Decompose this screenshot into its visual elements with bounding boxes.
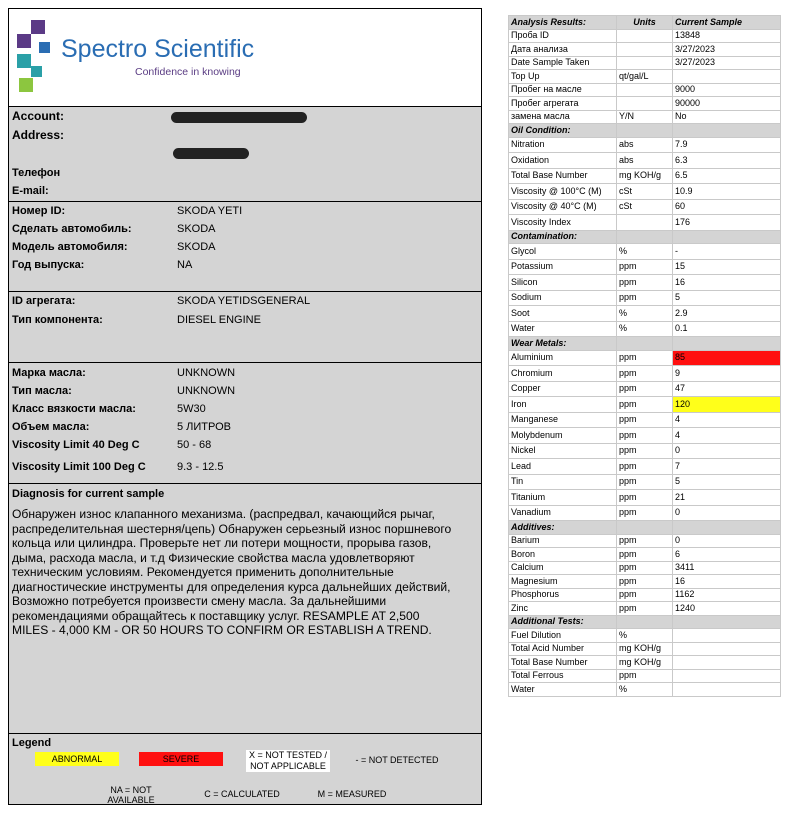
result-name: Copper [509,381,617,397]
result-value: 47 [673,381,781,397]
result-name: Total Base Number [509,656,617,670]
oil-type-value: UNKNOWN [177,385,236,397]
sample-report-panel [8,8,482,805]
result-value: 9000 [673,83,781,97]
result-row [509,490,781,506]
result-row [509,669,781,683]
section-header-sample: Current Sample [673,16,781,30]
result-value: 4 [673,428,781,444]
oil-volume-label: Объем масла: [12,421,90,433]
results-table [508,15,781,697]
result-value: 7 [673,459,781,475]
legend-calculated: C = CALCULATED [204,789,280,799]
result-name: Water [509,683,617,697]
result-units: ppm [617,381,673,397]
result-units: % [617,244,673,260]
result-name: Barium [509,534,617,548]
legend-not-tested: X = NOT TESTED / NOT APPLICABLE [246,750,330,772]
result-name: Viscosity @ 100°C (M) [509,184,617,200]
result-name: Total Base Number [509,168,617,184]
section-header-units [617,615,673,629]
vehicle-id-label: Номер ID: [12,205,66,217]
visc-limit-100-value: 9.3 - 12.5 [177,461,224,473]
diagnosis-title: Diagnosis for current sample [12,488,165,500]
analysis-results [508,15,780,697]
oil-brand-label: Марка масла: [12,367,86,379]
vehicle-year-label: Год выпуска: [12,259,85,271]
result-name: Viscosity Index [509,215,617,231]
result-name: Пробег агрегата [509,97,617,111]
vehicle-id-value: SKODA YETI [177,205,243,217]
result-row [509,43,781,57]
result-units [617,29,673,43]
section-header [509,337,781,351]
result-row [509,428,781,444]
result-row [509,306,781,322]
result-units: % [617,629,673,643]
result-row [509,412,781,428]
result-units: % [617,321,673,337]
result-units: cSt [617,184,673,200]
result-units: qt/gal/L [617,70,673,84]
result-units: ppm [617,459,673,475]
result-row [509,168,781,184]
result-value: 16 [673,575,781,589]
result-name: Проба ID [509,29,617,43]
result-row [509,588,781,602]
result-value: 6 [673,548,781,562]
legend-not-detected: - = NOT DETECTED [355,755,439,765]
oil-grade-value: 5W30 [177,403,206,415]
result-name: Tin [509,474,617,490]
result-units: Y/N [617,110,673,124]
result-name: Iron [509,397,617,413]
result-value: 0.1 [673,321,781,337]
result-value: 9 [673,366,781,382]
result-name: Silicon [509,275,617,291]
result-row [509,443,781,459]
result-value: 85 [673,350,781,366]
result-name: Oxidation [509,153,617,169]
component-type-value: DIESEL ENGINE [177,314,261,326]
section-header [509,521,781,535]
result-row [509,321,781,337]
component-type-label: Тип компонента: [12,314,103,326]
result-row [509,110,781,124]
result-row [509,629,781,643]
component-id-value: SKODA YETIDSGENERAL [177,295,311,307]
result-row [509,56,781,70]
result-units: ppm [617,259,673,275]
section-header-sample [673,124,781,138]
result-units: % [617,306,673,322]
result-units: abs [617,137,673,153]
result-row [509,548,781,562]
result-value: 5 [673,474,781,490]
legend-measured: M = MEASURED [317,789,387,799]
result-units: cSt [617,199,673,215]
result-value: 3411 [673,561,781,575]
oil-volume-value: 5 ЛИТРОВ [177,421,232,433]
result-units: ppm [617,548,673,562]
section-header-units [617,124,673,138]
visc-limit-40-value: 50 - 68 [177,439,212,451]
result-name: Nickel [509,443,617,459]
result-units [617,215,673,231]
result-units [617,56,673,70]
legend-section [9,734,481,804]
result-units: mg KOH/g [617,168,673,184]
result-value: 0 [673,505,781,521]
result-row [509,656,781,670]
result-value: 6.5 [673,168,781,184]
result-value: 1162 [673,588,781,602]
vehicle-year-value: NA [177,259,193,271]
result-value: 16 [673,275,781,291]
section-header-title: Additives: [509,521,617,535]
result-row [509,505,781,521]
section-header-title: Oil Condition: [509,124,617,138]
result-row [509,184,781,200]
result-name: Sodium [509,290,617,306]
oil-grade-label: Класс вязкости масла: [12,403,136,415]
component-id-label: ID агрегата: [12,295,76,307]
result-name: Дата анализа [509,43,617,57]
result-row [509,350,781,366]
vehicle-model-value: SKODA [177,241,216,253]
phone-label: Телефон [12,167,61,179]
result-row [509,534,781,548]
result-row [509,561,781,575]
result-row [509,29,781,43]
result-units [617,43,673,57]
result-value [673,629,781,643]
result-value: 7.9 [673,137,781,153]
result-name: Lead [509,459,617,475]
result-units: ppm [617,428,673,444]
result-name: Vanadium [509,505,617,521]
result-row [509,275,781,291]
result-row [509,215,781,231]
result-units: ppm [617,602,673,616]
redacted-address [173,148,249,159]
section-header-units [617,521,673,535]
section-header-title: Additional Tests: [509,615,617,629]
section-header-units [617,337,673,351]
result-units: ppm [617,505,673,521]
section-header [509,124,781,138]
visc-limit-100-label: Viscosity Limit 100 Deg C [12,461,146,473]
result-name: Chromium [509,366,617,382]
result-row [509,83,781,97]
result-value [673,683,781,697]
result-value: 4 [673,412,781,428]
result-name: Aluminium [509,350,617,366]
result-row [509,397,781,413]
result-name: Titanium [509,490,617,506]
result-value: 0 [673,443,781,459]
result-units: ppm [617,561,673,575]
result-row [509,290,781,306]
result-name: Top Up [509,70,617,84]
section-header-sample [673,230,781,244]
result-value: 120 [673,397,781,413]
result-row [509,575,781,589]
spectro-logo-icon [17,20,53,94]
section-header [509,230,781,244]
result-units: ppm [617,397,673,413]
result-units: ppm [617,588,673,602]
result-name: Magnesium [509,575,617,589]
result-units: ppm [617,669,673,683]
result-value: 21 [673,490,781,506]
result-value: 60 [673,199,781,215]
result-row [509,381,781,397]
result-row [509,70,781,84]
result-units: ppm [617,575,673,589]
result-name: Nitration [509,137,617,153]
result-row [509,366,781,382]
results-header [509,16,781,30]
result-value: 2.9 [673,306,781,322]
result-units: ppm [617,350,673,366]
result-row [509,459,781,475]
result-units: ppm [617,534,673,548]
result-name: Manganese [509,412,617,428]
visc-limit-40-label: Viscosity Limit 40 Deg C [12,439,140,451]
result-value: 176 [673,215,781,231]
section-header-sample [673,337,781,351]
result-value: - [673,244,781,260]
result-name: Total Ferrous [509,669,617,683]
result-units [617,83,673,97]
result-units: mg KOH/g [617,656,673,670]
result-name: замена масла [509,110,617,124]
customer-section [9,106,481,202]
oil-brand-value: UNKNOWN [177,367,236,379]
redacted-account [171,112,307,123]
result-name: Glycol [509,244,617,260]
legend-abnormal: ABNORMAL [35,752,119,766]
result-units: ppm [617,474,673,490]
result-units: ppm [617,366,673,382]
result-name: Date Sample Taken [509,56,617,70]
result-value: 3/27/2023 [673,56,781,70]
result-name: Boron [509,548,617,562]
email-label: E-mail: [12,185,49,197]
diagnosis-text: Обнаружен износ клапанного механизма. (распредвал, качающийся рычаг, распределительная шестерня/цепь) Обнаружен серьезный износ поршневого кольца или цилиндра. Проверьте нет ли потери мощности, прорыва газов, дыма, расхода масла, и т.д Физические свойства масла удовлетворяют техническим условиям. Рекомендуется применить дополнительные диагностические инструменты для определения курса дальнейших действий, Возможно потребуется произвести смену масла. За дальнейшими рекомендациями обращайтесь к поставщику услуг. RESAMPLE AT 2,500 MILES - 4,000 KM - OR 50 HOURS TO CONFIRM OR ESTABLISH A TREND. [12,507,452,637]
diagnosis-section [9,484,481,734]
section-header-title: Contamination: [509,230,617,244]
vehicle-make-value: SKODA [177,223,216,235]
result-value: 13848 [673,29,781,43]
result-name: Viscosity @ 40°C (M) [509,199,617,215]
result-name: Water [509,321,617,337]
company-logo-text: Spectro Scientific [61,35,255,63]
result-value: 6.3 [673,153,781,169]
result-name: Fuel Dilution [509,629,617,643]
result-units: ppm [617,490,673,506]
result-row [509,259,781,275]
legend-title: Legend [12,737,52,749]
vehicle-model-label: Модель автомобиля: [12,241,128,253]
vehicle-make-label: Сделать автомобиль: [12,223,132,235]
result-row [509,683,781,697]
result-value [673,669,781,683]
section-header-units: Units [617,16,673,30]
result-value [673,70,781,84]
oil-type-label: Тип масла: [12,385,72,397]
section-header-title: Analysis Results: [509,16,617,30]
result-value: 10.9 [673,184,781,200]
result-name: Molybdenum [509,428,617,444]
result-row [509,642,781,656]
section-header-title: Wear Metals: [509,337,617,351]
result-row [509,153,781,169]
result-row [509,199,781,215]
result-value: No [673,110,781,124]
result-value: 15 [673,259,781,275]
result-name: Пробег на масле [509,83,617,97]
result-name: Zinc [509,602,617,616]
result-value: 3/27/2023 [673,43,781,57]
result-row [509,474,781,490]
result-name: Phosphorus [509,588,617,602]
result-name: Total Acid Number [509,642,617,656]
legend-not-available: NA = NOT AVAILABLE [107,785,155,805]
result-row [509,97,781,111]
result-units: ppm [617,412,673,428]
result-units: ppm [617,275,673,291]
result-value: 5 [673,290,781,306]
result-name: Calcium [509,561,617,575]
company-tagline: Confidence in knowing [135,66,241,78]
result-units [617,97,673,111]
result-units: ppm [617,443,673,459]
section-header-units [617,230,673,244]
result-row [509,602,781,616]
result-value [673,642,781,656]
legend-severe: SEVERE [139,752,223,766]
result-units: abs [617,153,673,169]
vehicle-section [9,202,481,292]
section-header-sample [673,521,781,535]
result-units: mg KOH/g [617,642,673,656]
result-value [673,656,781,670]
result-value: 0 [673,534,781,548]
result-name: Soot [509,306,617,322]
logo-area [9,9,481,107]
section-header [509,615,781,629]
account-label: Account: [12,109,64,123]
result-row [509,137,781,153]
result-row [509,244,781,260]
result-value: 90000 [673,97,781,111]
address-label: Address: [12,128,65,142]
result-units: ppm [617,290,673,306]
component-section [9,292,481,363]
oil-section [9,363,481,484]
section-header-sample [673,615,781,629]
result-name: Potassium [509,259,617,275]
result-units: % [617,683,673,697]
result-value: 1240 [673,602,781,616]
